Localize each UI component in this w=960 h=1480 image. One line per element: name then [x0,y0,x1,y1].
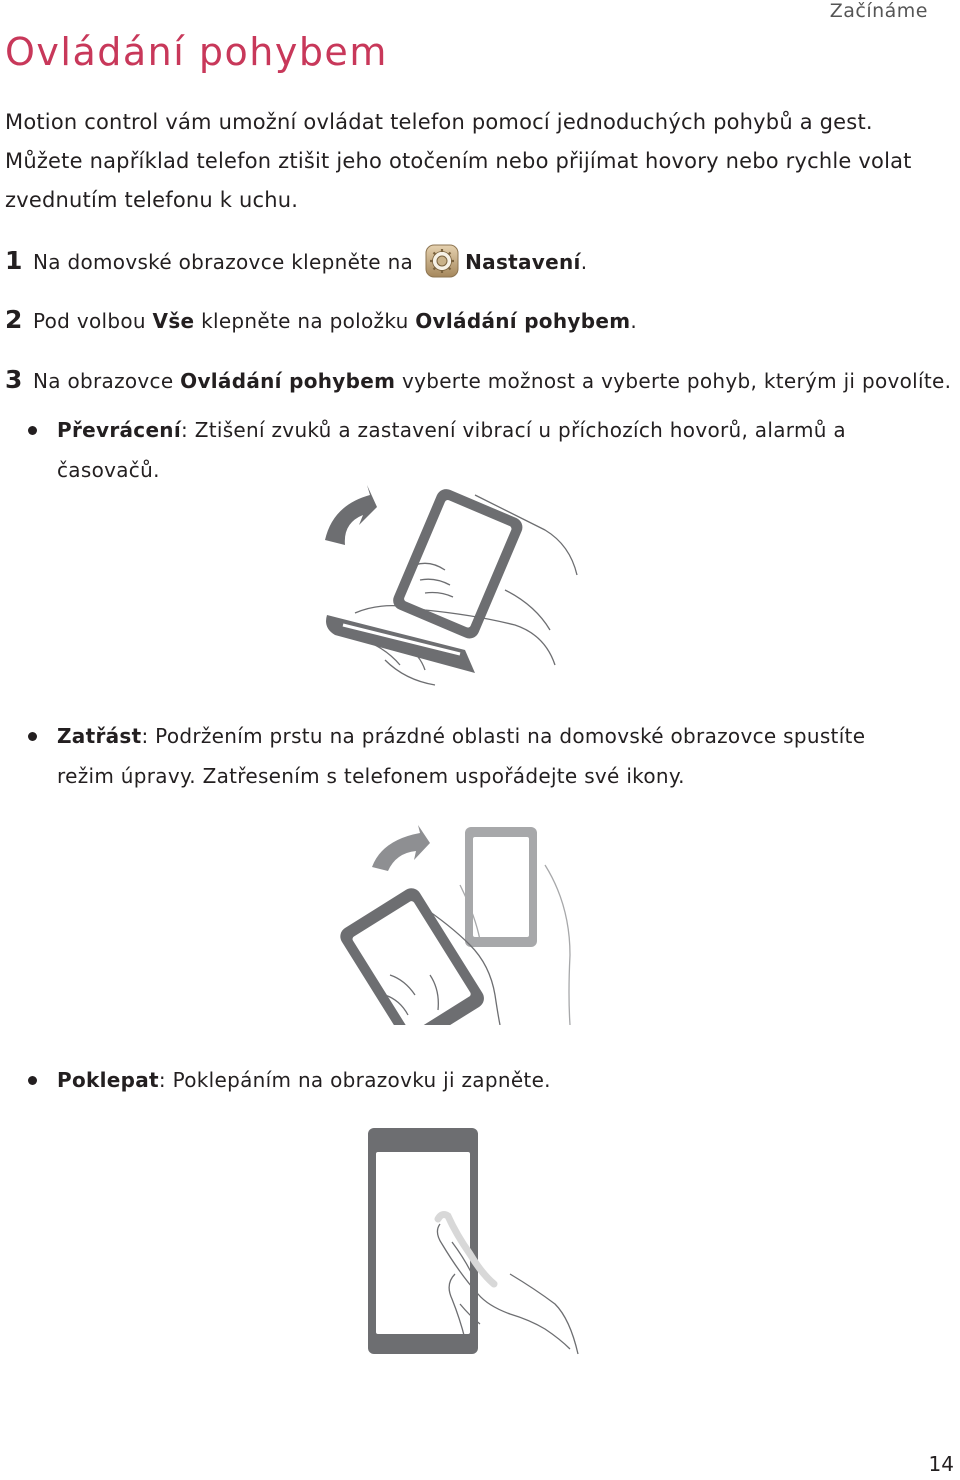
chapter-header: Začínáme [829,0,928,22]
motion-control-label: Ovládání pohybem [415,309,631,333]
flip-gesture-illustration [315,485,595,699]
step-number: 2 [5,305,23,334]
bullet-label: Poklepat [57,1068,159,1092]
double-tap-illustration [360,1124,590,1363]
bullet-flip [28,410,948,490]
bullet-shake [28,716,928,796]
step-1 [5,246,587,276]
all-tab-label: Vše [152,309,195,333]
page-title: Ovládání pohybem [5,30,388,74]
step-end: . [630,309,638,333]
bullet-text: : Ztišení zvuků a zastavení vibrací u příchozích hovorů, alarmů a časovačů. [57,418,846,482]
step-2 [5,305,637,335]
settings-gear-icon [425,244,459,278]
bullet-dot [28,426,37,435]
step-end: . [580,250,588,274]
motion-control-label: Ovládání pohybem [180,369,396,393]
bullet-label: Převrácení [57,418,181,442]
shake-gesture-illustration [330,825,590,1029]
step-text: Na obrazovce [33,369,174,393]
settings-label: Nastavení [465,250,581,274]
step-text: klepněte na položku [201,309,409,333]
bullet-dot [28,732,37,741]
step-text: vyberte možnost a vyberte pohyb, kterým ji povolíte. [401,369,952,393]
bullet-label: Zatřást [57,724,142,748]
step-text: Pod volbou [33,309,146,333]
intro-paragraph: Motion control vám umožní ovládat telefon pomocí jednoduchých pohybů a gest. Můžete například telefon ztišit jeho otočením nebo přijímat hovory nebo rychle volat zvednutím telefonu k uchu. [5,110,912,212]
bullet-text: : Poklepáním na obrazovku ji zapněte. [158,1068,551,1092]
page-number: 14 [928,1452,954,1476]
step-number: 3 [5,365,23,394]
bullet-text: : Podržením prstu na prázdné oblasti na domovské obrazovce spustíte režim úpravy. Zatřesením s telefonem uspořádejte své ikony. [57,724,866,788]
step-number: 1 [5,246,23,275]
step-3 [5,365,951,395]
bullet-dot [28,1076,37,1085]
bullet-double-tap [28,1060,928,1100]
step-text: Na domovské obrazovce klepněte na [33,250,414,274]
